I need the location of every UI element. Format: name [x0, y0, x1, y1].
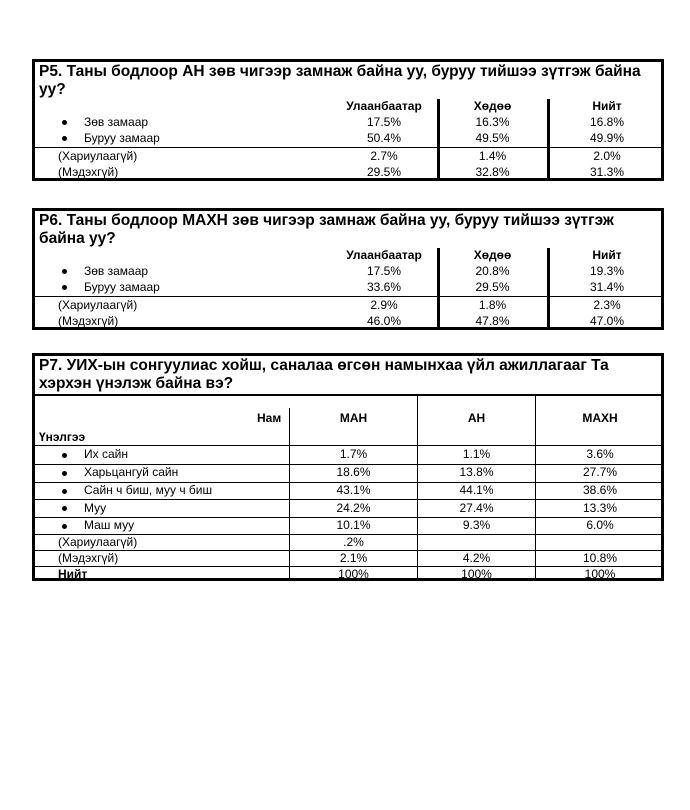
row-divider	[35, 296, 661, 297]
p7-question-title: P7. УИХ-ын сонгуулиас хойш, саналаа өгсөн намынхаа үйл ажиллагааг Та хэрхэн үнэлэж байна вэ?	[39, 357, 609, 392]
cell-value: 2.0%	[593, 149, 621, 163]
row-label: (Мэдэхгүй)	[58, 314, 119, 328]
cell-value: 1.7%	[339, 447, 368, 461]
cell-value: 29.5%	[366, 165, 402, 179]
cell-value: .2%	[343, 535, 364, 549]
row-label: Зөв замаар	[84, 264, 149, 278]
cell-value: 38.6%	[582, 483, 618, 497]
bullet-icon	[62, 269, 67, 274]
cell-value: 6.0%	[586, 518, 614, 532]
cell-value: 16.8%	[589, 115, 625, 129]
cell-value: 49.9%	[589, 131, 625, 145]
cell-value: 1.8%	[478, 298, 507, 312]
col-header-ulaanbaatar: Улаанбаатар	[346, 248, 422, 262]
cell-value: 1.1%	[462, 447, 491, 461]
row-label: Маш муу	[84, 518, 135, 532]
row-label: Муу	[84, 501, 107, 515]
cell-value: 32.8%	[475, 165, 510, 179]
cell-value: 27.7%	[582, 465, 618, 479]
cell-value: 19.3%	[589, 264, 625, 278]
cell-value: 49.5%	[475, 131, 510, 145]
row-label: Зөв замаар	[84, 115, 149, 129]
cell-value: 50.4%	[366, 131, 402, 145]
bullet-icon	[62, 285, 67, 290]
bullet-icon	[62, 453, 67, 458]
bullet-icon	[62, 524, 67, 529]
cell-value: 4.2%	[462, 551, 491, 565]
cell-value: 3.6%	[586, 447, 614, 461]
cell-value: 2.3%	[593, 298, 621, 312]
row-label: Буруу замаар	[84, 280, 160, 294]
col-header-khudoo: Хөдөө	[473, 248, 512, 262]
cell-value: 20.8%	[475, 264, 510, 278]
col-header-khudoo: Хөдөө	[473, 99, 512, 113]
row-label: Их сайн	[84, 447, 128, 461]
cell-value: 100%	[338, 567, 369, 581]
row-divider	[35, 499, 661, 500]
bullet-icon	[62, 120, 67, 125]
bullet-icon	[62, 471, 67, 476]
cell-value: 47.8%	[475, 314, 510, 328]
cell-value: 100%	[584, 567, 616, 581]
cell-value: 10.8%	[582, 551, 618, 565]
row-label: (Хариулаагүй)	[58, 298, 138, 312]
p5-table	[32, 59, 664, 181]
p6-question-title: P6. Таны бодлоор МАХН зөв чигээр замнаж байна уу, буруу тийшээ зүтгэж байна уу?	[39, 212, 614, 247]
cell-value: 2.7%	[370, 149, 398, 163]
cell-value: 10.1%	[336, 518, 371, 532]
bullet-icon	[62, 506, 67, 511]
row-label: (Мэдэхгүй)	[58, 165, 119, 179]
total-row-label: Нийт	[58, 567, 88, 581]
cell-value: 29.5%	[475, 280, 510, 294]
bullet-icon	[62, 489, 67, 494]
bullet-icon	[62, 136, 67, 141]
cell-value: 43.1%	[336, 483, 371, 497]
p6-table	[32, 208, 664, 330]
row-label: (Хариулаагүй)	[58, 535, 138, 549]
cell-value: 13.3%	[582, 501, 618, 515]
cell-value: 27.4%	[459, 501, 494, 515]
title-divider	[35, 394, 661, 396]
col-header-man: МАН	[339, 411, 368, 425]
cell-value: 44.1%	[459, 483, 494, 497]
corner-rating-label: Үнэлгээ	[39, 430, 86, 444]
col-header-total: Нийт	[592, 99, 622, 113]
row-divider	[35, 147, 661, 148]
cell-value: 31.4%	[589, 280, 625, 294]
cell-value: 33.6%	[366, 280, 402, 294]
col-header-total: Нийт	[592, 248, 622, 262]
row-label: (Хариулаагүй)	[58, 149, 138, 163]
cell-value: 1.4%	[478, 149, 507, 163]
row-label: Сайн ч биш, муу ч биш	[84, 483, 213, 497]
cell-value: 17.5%	[366, 264, 402, 278]
cell-value: 47.0%	[589, 314, 625, 328]
row-label: Харьцангуй сайн	[84, 465, 179, 479]
cell-value: 2.9%	[370, 298, 398, 312]
cell-value: 46.0%	[366, 314, 402, 328]
header-divider	[35, 445, 661, 446]
col-header-ulaanbaatar: Улаанбаатар	[346, 99, 422, 113]
col-header-an: АН	[467, 411, 486, 425]
p5-question-title: P5. Таны бодлоор АН зөв чигээр замнаж байна уу, буруу тийшээ зүтгэж байна уу?	[39, 63, 641, 98]
row-label: (Мэдэхгүй)	[58, 551, 119, 565]
cell-value: 24.2%	[336, 501, 371, 515]
p7-table	[32, 353, 664, 581]
col-header-makhn: МАХН	[582, 411, 618, 425]
cell-value: 18.6%	[336, 465, 371, 479]
cell-value: 31.3%	[589, 165, 625, 179]
row-label: Буруу замаар	[84, 131, 160, 145]
cell-value: 13.8%	[459, 465, 494, 479]
cell-value: 9.3%	[462, 518, 491, 532]
cell-value: 17.5%	[366, 115, 402, 129]
cell-value: 2.1%	[339, 551, 368, 565]
cell-value: 100%	[461, 567, 492, 581]
cell-value: 16.3%	[475, 115, 510, 129]
corner-party-label: Нам	[257, 411, 282, 425]
